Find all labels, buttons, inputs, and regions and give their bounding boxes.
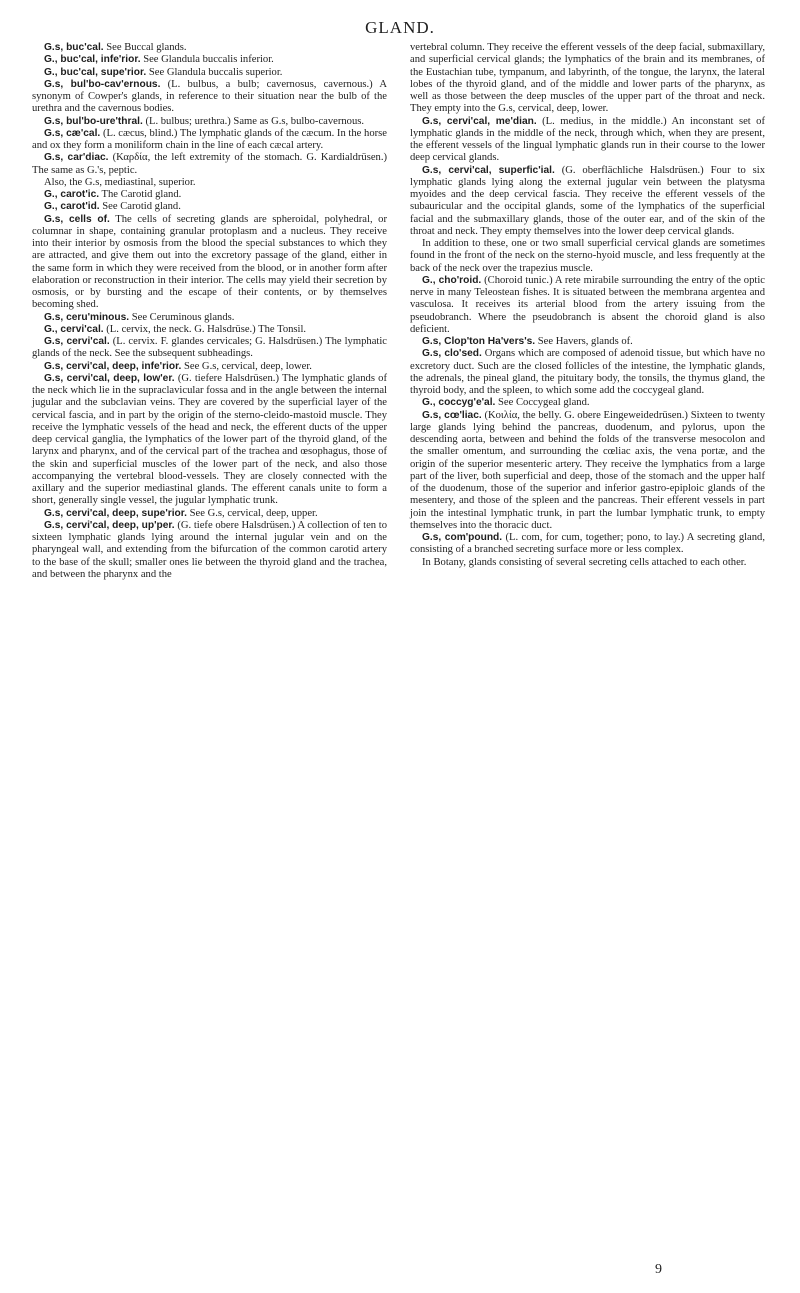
dictionary-entry xyxy=(410,238,765,275)
dictionary-entry xyxy=(32,361,387,373)
entry-definition: (Καρδία, the left extremity of the stomach. G. Kardialdrüsen.) The same as G.'s, peptic. xyxy=(32,152,388,176)
dictionary-entry xyxy=(32,312,387,324)
entry-definition: (L. medius, in the middle.) An inconstant set of lymphatic glands in the middle of the neck, through which, when they are present, the efferent vessels of the lingual lymphatic glands run in their course to the lower deep cervical glands. xyxy=(410,115,765,164)
entry-headword: G.s, bul'bo-ure'thral. xyxy=(44,115,143,127)
entry-headword: G., cho'roid. xyxy=(422,274,482,286)
entry-definition: (L. cervix. F. glandes cervicales; G. Halsdrüsen.) The lymphatic glands of the neck. See the subsequent subheadings. xyxy=(32,336,387,360)
entry-definition: (L. cæcus, blind.) The lymphatic glands of the cæcum. In the horse and ox they form a moniliform chain in the line of each cæcal artery. xyxy=(32,127,387,151)
dictionary-entry xyxy=(410,275,765,336)
entry-definition: See G.s, cervical, deep, lower. xyxy=(181,360,312,372)
dictionary-entry xyxy=(32,189,387,201)
page-number: 9 xyxy=(655,1262,662,1277)
dictionary-entry xyxy=(32,67,387,79)
entry-headword: G.s, cells of. xyxy=(44,213,110,225)
dictionary-entry xyxy=(32,214,387,312)
entry-definition: See Coccygeal gland. xyxy=(495,397,590,409)
entry-definition: (G. tiefe obere Halsdrüsen.) A collection of ten to sixteen lymphatic glands lying around the internal jugular vein and on the pharyngeal wall, and extending from the bifurcation of the common carotid artery to the base of the skull; smaller ones lie between the thyroid gland and the trachea, and between the pharynx and the xyxy=(32,519,388,580)
entry-definition: (Κοιλία, the belly. G. obere Eingeweidedrüsen.) Sixteen to twenty large glands lying behind the pancreas, duodenum, and pylorus, upon the descending aorta, between and behind the folds of the transverse mesocolon and the smaller omentum, and surrounding the cœliac axis, the vena portæ, and the origin of the superior mesenteric artery. They receive the lymphatics from a large part of the liver, both superficial and deep, those of the stomach and the upper half of the duodenum, those of the superior and inferior gastro-epiploic glands of the mesentery, and those of the spleen and the pancreas. Their efferent vessels in part join the intestinal lymphatic trunk, in part the lumbar lymphatic trunk, to empty themselves into the thoracic duct. xyxy=(410,409,766,531)
entry-definition: See Glandula buccalis superior. xyxy=(146,66,283,78)
entry-headword: G.s, cervi'cal, deep, infe'rior. xyxy=(44,360,182,372)
entry-definition: Also, the G.s, mediastinal, superior. xyxy=(44,176,196,188)
dictionary-entry xyxy=(32,520,387,581)
right-column xyxy=(410,42,765,569)
entry-headword: G.s, bul'bo-cav'ernous. xyxy=(44,78,161,90)
entry-definition: See Carotid gland. xyxy=(99,201,181,213)
entry-headword: G.s, cervi'cal, deep, up'per. xyxy=(44,519,175,531)
dictionary-entry xyxy=(32,128,387,153)
dictionary-entry xyxy=(32,508,387,520)
page-title: GLAND. xyxy=(365,18,435,37)
entry-definition: (G. tiefere Halsdrüsen.) The lymphatic glands of the neck which lie in the supraclavicular fossa and in the angle between the internal jugular and the subclavian veins. They are covered by the superficial layer of the cervical fascia, and in part by the origin of the sterno-cleido-mastoid muscle. They receive the lymphatic vessels of the head and neck, the efferent ducts of the upper deep cervical ganglia, the lymphatics of the lower part of the thyroid gland, of the larynx and pharynx, and of the cervical part of the trachea and œsophagus, those of the skin and superficial muscles of the lower part of the neck, and also those accompanying the vertebral blood-vessels. They are closely connected with the axillary and the superior mediastinal glands. The efferent canals unite to form a short, generally single vessel, the jugular lymphatic trunk. xyxy=(32,372,387,507)
entry-headword: G.s, ceru'minous. xyxy=(44,311,130,323)
entry-headword: G., carot'ic. xyxy=(44,189,100,200)
entry-definition: See G.s, cervical, deep, upper. xyxy=(187,507,318,519)
entry-headword: G.s, cervi'cal, superfic'ial. xyxy=(422,164,555,176)
entry-headword: G., cervi'cal. xyxy=(44,323,104,335)
left-column xyxy=(32,42,387,581)
entry-definition: See Buccal glands. xyxy=(103,42,187,53)
dictionary-entry xyxy=(32,373,387,508)
entry-headword: G.s, cervi'cal, me'dian. xyxy=(422,115,537,127)
dictionary-entry xyxy=(32,177,387,189)
entry-definition: vertebral column. They receive the efferent vessels of the deep facial, submaxillary, and superficial cervical glands; the lymphatics of the brain and its membranes, of the Eustachian tube, tympanum, and labyrinth, of the tongue, the larynx, the lateral lobes of the thyroid gland, and of the middle and lower parts of the pharynx, as well as those between the deep muscles of the upper part of the throat and neck. They empty into the G.s, cervical, deep, lower. xyxy=(410,42,765,115)
entry-headword: G.s, cœ'liac. xyxy=(422,409,482,421)
entry-definition: Organs which are composed of adenoid tissue, but which have no excretory duct. Such are the closed follicles of the intestine, the lymphatic glands, the adrenals, the pineal gland, the pituitary body, the tonsils, the thymus gland, the thyroid body, and the spleen, to which some add the coccygeal gland. xyxy=(410,348,765,396)
dictionary-entry xyxy=(410,557,765,569)
dictionary-entry xyxy=(32,324,387,336)
entry-definition: See Glandula buccalis inferior. xyxy=(140,54,274,66)
entry-headword: G.s, clo'sed. xyxy=(422,348,482,360)
entry-definition: (L. cervix, the neck. G. Halsdrüse.) The Tonsil. xyxy=(103,323,307,335)
dictionary-entry xyxy=(32,201,387,213)
dictionary-entry xyxy=(32,54,387,66)
entry-definition: (Choroid tunic.) A rete mirabile surrounding the entry of the optic nerve in many Teleostean fishes. It is situated between the membrana argentea and vasculosa. It receives its arterial blood from the artery issuing from the pseudobranch. Where the pseudobranch is absent the choroid gland is also deficient. xyxy=(410,274,765,335)
entry-definition: The cells of secreting glands are spheroidal, polyhedral, or columnar in shape, containing granular protoplasm and a nucleus. They receive into their interior by osmosis from the blood the special substances to which they are attracted, and give them out into the excretory passage of the gland, either in the same form in which they were received from the blood, or in another form after elaboration or reconstruction in their interior. The cells may yield their secretion by osmosis, or by bursting and the escape of their contents, or by themselves becoming shed. xyxy=(32,213,387,311)
dictionary-entry xyxy=(410,42,765,116)
entry-definition: (L. bulbus, a bulb; cavernosus, cavernous.) A synonym of Cowper's glands, in reference to their situation near the bulb of the urethra and the cavernous bodies. xyxy=(32,78,387,115)
dictionary-entry xyxy=(410,116,765,165)
entry-definition: In addition to these, one or two small superficial cervical glands are sometimes found in the front of the neck on the sterno-hyoid muscle, and less frequently at the back of the neck over the trapezius muscle. xyxy=(410,238,765,274)
entry-definition: See Havers, glands of. xyxy=(535,336,633,347)
entry-definition: See Ceruminous glands. xyxy=(129,311,235,323)
entry-headword: G.s, cervi'cal, deep, supe'rior. xyxy=(44,507,188,519)
dictionary-entry xyxy=(410,410,765,533)
entry-headword: G.s, buc'cal. xyxy=(44,42,104,53)
dictionary-entry xyxy=(410,397,765,409)
entry-headword: G., carot'id. xyxy=(44,201,100,213)
entry-headword: G., buc'cal, supe'rior. xyxy=(44,66,147,78)
entry-definition: In Botany, glands consisting of several secreting cells attached to each other. xyxy=(422,556,747,568)
dictionary-entry xyxy=(410,165,765,239)
entry-headword: G.s, cervi'cal. xyxy=(44,336,110,347)
dictionary-entry xyxy=(32,79,387,116)
entry-definition: The Carotid gland. xyxy=(99,189,182,200)
entry-definition: (L. bulbus; urethra.) Same as G.s, bulbo-cavernous. xyxy=(142,115,365,127)
entry-headword: G.s, Clop'ton Ha'vers's. xyxy=(422,336,536,347)
entry-headword: G., buc'cal, infe'rior. xyxy=(44,54,141,66)
dictionary-entry xyxy=(32,152,387,177)
entry-headword: G.s, com'pound. xyxy=(422,532,503,543)
dictionary-entry xyxy=(410,336,765,348)
dictionary-entry xyxy=(32,116,387,128)
entry-headword: G.s, cervi'cal, deep, low'er. xyxy=(44,372,175,384)
dictionary-entry xyxy=(410,348,765,397)
entry-headword: G.s, car'diac. xyxy=(44,152,109,164)
entry-headword: G.s, cæ'cal. xyxy=(44,127,101,139)
dictionary-entry xyxy=(410,532,765,557)
entry-definition: (G. oberflächliche Halsdrüsen.) Four to six lymphatic glands lying along the external jugular vein between the platysma myoides and the deep cervical fascia. They receive the efferent vessels of the subauricular and the occipital glands, some of the lymphatics of the superficial facial and the submaxillary glands, those of the outer ear, and of the skin of the throat and neck. They empty themselves into the lower deep cervical glands. xyxy=(410,164,765,237)
entry-headword: G., coccyg'e'al. xyxy=(422,397,496,409)
entry-definition: (L. com, for cum, together; pono, to lay.) A secreting gland, consisting of a branched secreting surface more or less complex. xyxy=(410,532,765,556)
dictionary-entry xyxy=(32,336,387,361)
dictionary-entry xyxy=(32,42,387,54)
